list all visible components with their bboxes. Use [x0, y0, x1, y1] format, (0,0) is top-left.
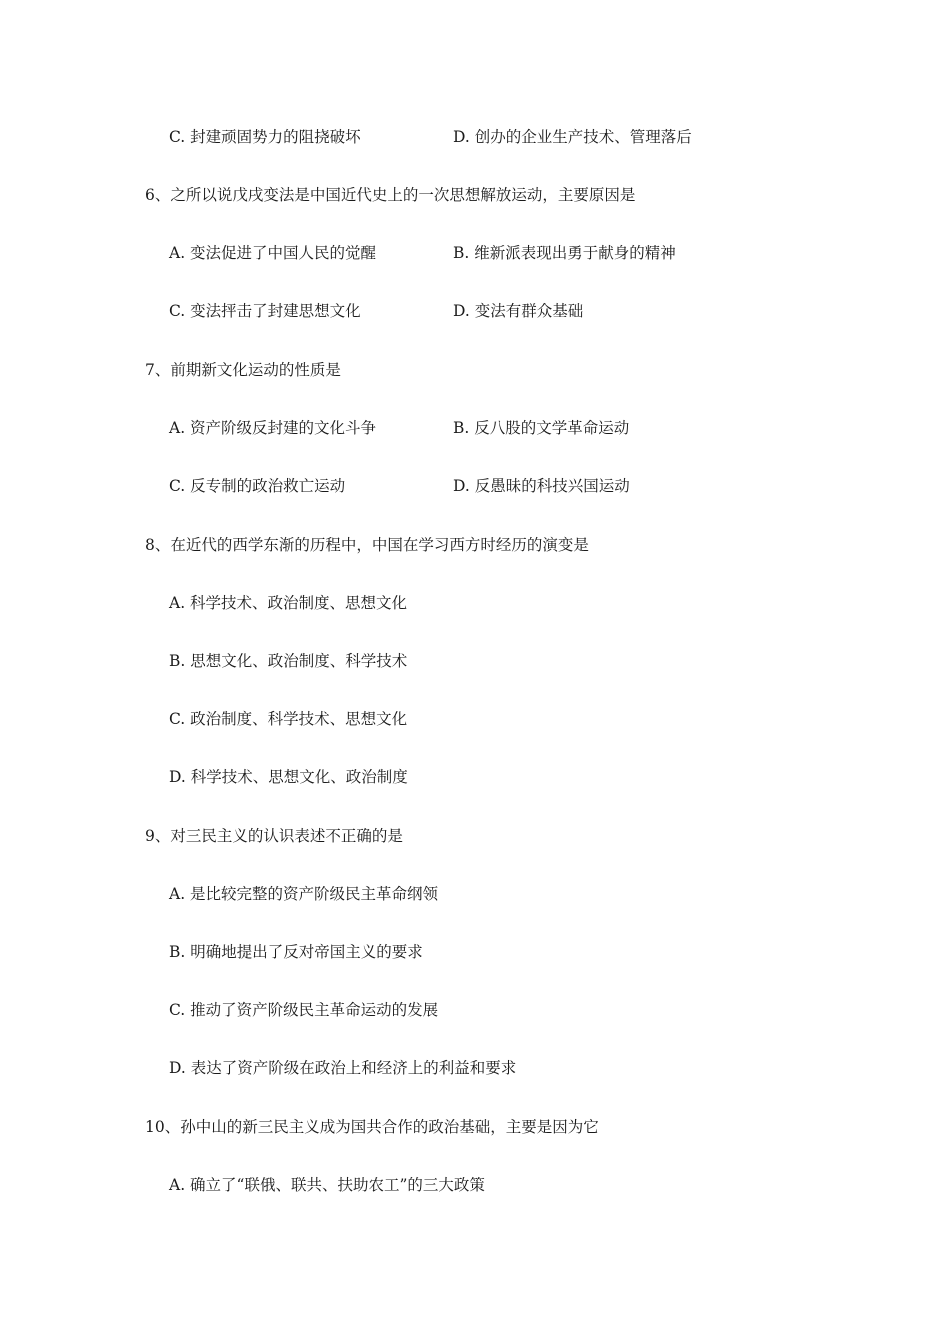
q5-option-d: D. 创办的企业生产技术、管理落后 — [453, 128, 692, 146]
q9-option-d: D. 表达了资产阶级在政治上和经济上的利益和要求 — [169, 1059, 517, 1077]
q6-option-d: D. 变法有群众基础 — [453, 302, 584, 320]
q9-option-a: A. 是比较完整的资产阶级民主革命纲领 — [169, 885, 439, 903]
q5-option-c: C. 封建顽固势力的阻挠破坏 — [169, 128, 361, 146]
q9-option-b: B. 明确地提出了反对帝国主义的要求 — [169, 943, 423, 961]
q7-stem: 7、前期新文化运动的性质是 — [145, 361, 341, 379]
q10-stem: 10、孙中山的新三民主义成为国共合作的政治基础，主要是因为它 — [145, 1118, 599, 1136]
q8-option-a: A. 科学技术、政治制度、思想文化 — [169, 594, 408, 612]
q8-option-d: D. 科学技术、思想文化、政治制度 — [169, 768, 408, 786]
q6-option-c: C. 变法抨击了封建思想文化 — [169, 302, 361, 320]
q8-stem: 8、在近代的西学东渐的历程中，中国在学习西方时经历的演变是 — [145, 536, 589, 554]
q8-option-b: B. 思想文化、政治制度、科学技术 — [169, 652, 408, 670]
q7-option-c: C. 反专制的政治救亡运动 — [169, 477, 346, 495]
q9-option-c: C. 推动了资产阶级民主革命运动的发展 — [169, 1001, 439, 1019]
q7-option-a: A. 资产阶级反封建的文化斗争 — [169, 419, 377, 437]
q6-stem: 6、之所以说戊戌变法是中国近代史上的一次思想解放运动，主要原因是 — [145, 186, 636, 204]
q7-option-b: B. 反八股的文学革命运动 — [453, 419, 630, 437]
q10-option-a: A. 确立了“联俄、联共、扶助农工”的三大政策 — [169, 1176, 485, 1194]
q9-stem: 9、对三民主义的认识表述不正确的是 — [145, 827, 403, 845]
q7-option-d: D. 反愚昧的科技兴国运动 — [453, 477, 630, 495]
q6-option-b: B. 维新派表现出勇于献身的精神 — [453, 244, 676, 262]
q8-option-c: C. 政治制度、科学技术、思想文化 — [169, 710, 408, 728]
q6-option-a: A. 变法促进了中国人民的觉醒 — [169, 244, 377, 262]
